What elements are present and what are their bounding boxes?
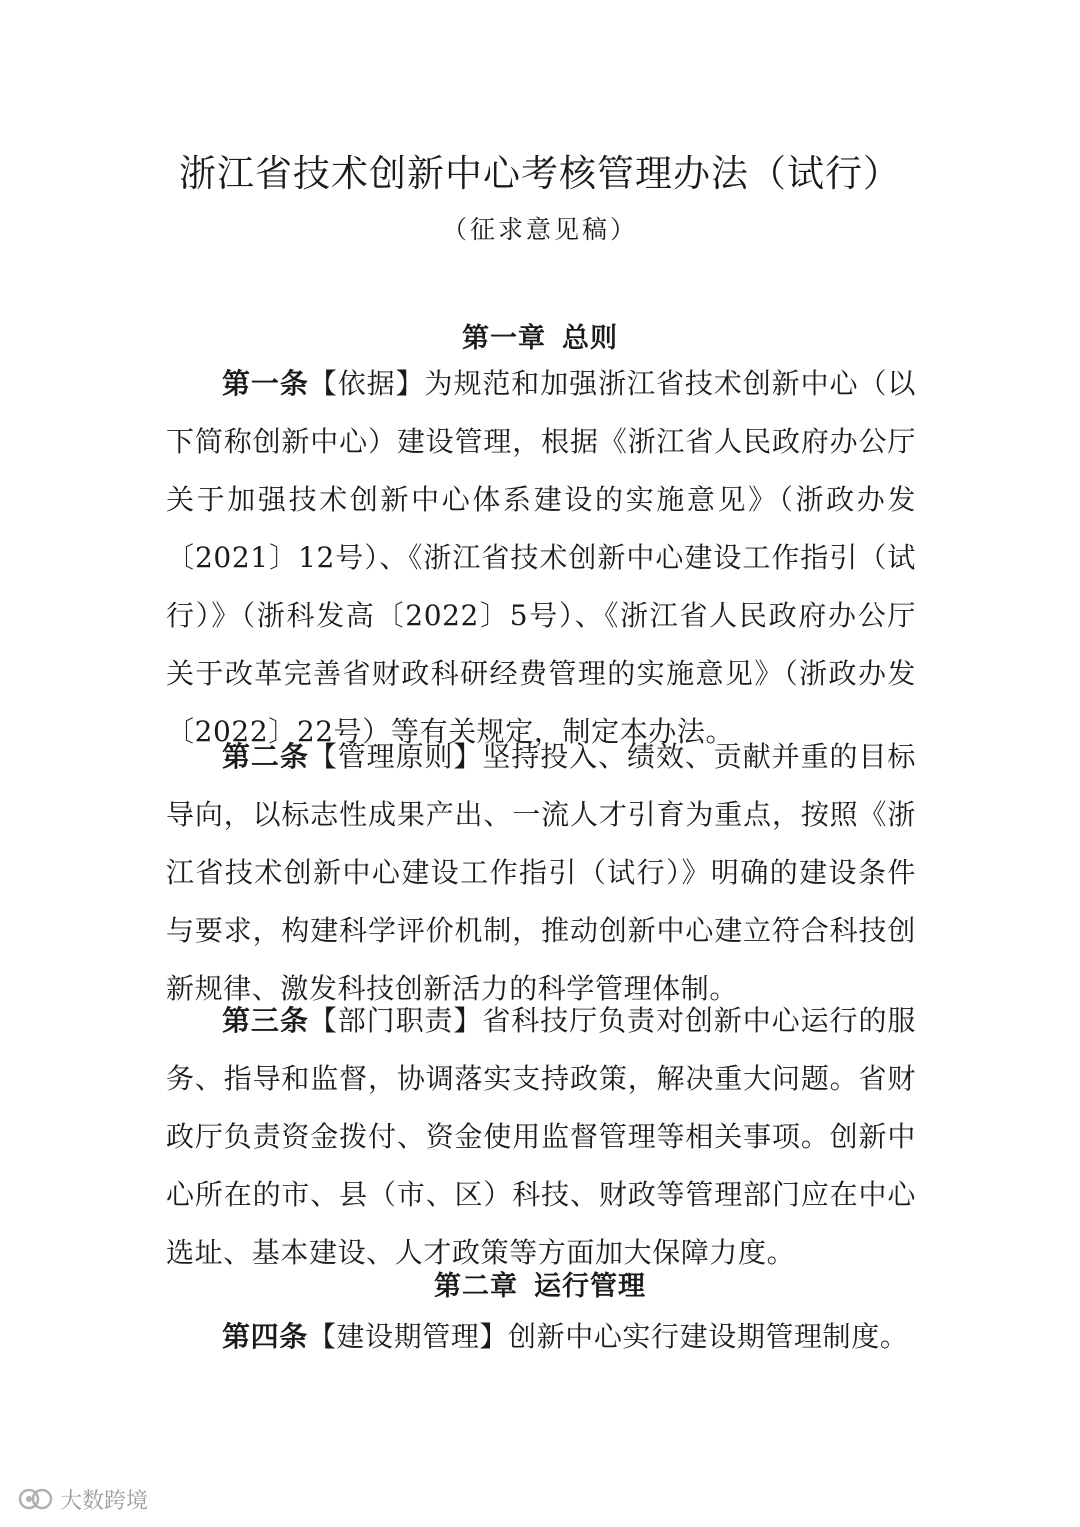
- article-4-number: 第四条: [222, 1320, 308, 1353]
- article-2-heading: 【管理原则】: [308, 740, 483, 773]
- article-2: [166, 728, 916, 1018]
- chapter-2-number: 第二章: [434, 1271, 518, 1302]
- document-title: 浙江省技术创新中心考核管理办法（试行）: [179, 152, 901, 195]
- chapter-1-name: 总则: [562, 323, 618, 354]
- article-4: [166, 1308, 916, 1366]
- chapter-1-number: 第一章: [462, 323, 546, 354]
- watermark: [18, 1482, 148, 1516]
- document-subtitle: （征求意见稿）: [441, 215, 638, 244]
- article-3-number: 第三条: [222, 1004, 309, 1037]
- article-3-body: 省科技厅负责对创新中心运行的服务、指导和监督，协调落实支持政策，解决重大问题。省财政厅负责资金拨付、资金使用监督管理等相关事项。创新中心所在的市、县（市、区）科技、财政等管理部门应在中心选址、基本建设、人才政策等方面加大保障力度。: [166, 1004, 916, 1269]
- article-3: [166, 992, 916, 1282]
- chapter-2-name: 运行管理: [534, 1271, 646, 1302]
- article-3-heading: 【部门职责】: [308, 1004, 483, 1037]
- chapter-2-heading: [0, 1264, 1080, 1303]
- watermark-logo-icon: [18, 1485, 54, 1513]
- article-1-number: 第一条: [222, 367, 309, 400]
- watermark-text: 大数跨境: [60, 1488, 149, 1514]
- article-2-number: 第二条: [222, 740, 309, 773]
- article-4-body: 创新中心实行建设期管理制度。: [508, 1320, 909, 1353]
- article-1-heading: 【依据】: [308, 367, 425, 400]
- article-1: [166, 355, 916, 761]
- article-2-body: 坚持投入、绩效、贡献并重的目标导向，以标志性成果产出、一流人才引育为重点，按照《浙江省技术创新中心建设工作指引（试行）》明确的建设条件与要求，构建科学评价机制，推动创新中心建立符合科技创新规律、激发科技创新活力的科学管理体制。: [166, 740, 916, 1005]
- chapter-1-heading: [0, 316, 1080, 355]
- article-1-body: 为规范和加强浙江省技术创新中心（以下简称创新中心）建设管理，根据《浙江省人民政府办公厅关于加强技术创新中心体系建设的实施意见》（浙政办发〔2021〕12号）、《浙江省技术创新中心建设工作指引（试行）》（浙科发高〔2022〕5号）、《浙江省人民政府办公厅关于改革完善省财政科研经费管理的实施意见》（浙政办发〔2022〕22号）等有关规定，制定本办法。: [166, 367, 916, 748]
- article-4-heading: 【建设期管理】: [307, 1320, 509, 1353]
